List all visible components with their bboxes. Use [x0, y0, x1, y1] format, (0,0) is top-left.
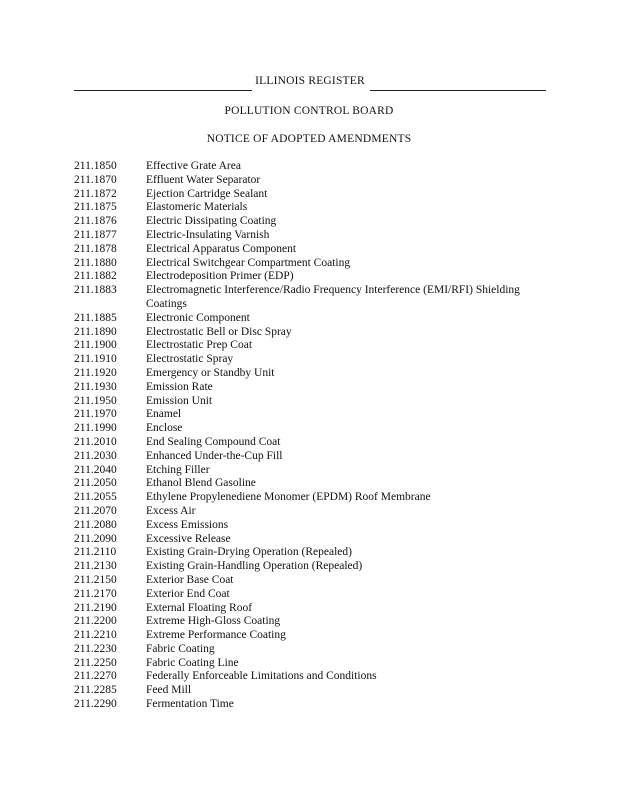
section-number: 211.2170: [74, 587, 117, 600]
definition-row: [74, 491, 554, 505]
section-term: Electrical Switchgear Compartment Coating: [146, 256, 351, 269]
section-term: Fabric Coating: [146, 642, 215, 655]
section-term: Feed Mill: [146, 684, 192, 697]
definition-row: [74, 477, 554, 491]
section-number: 211.1890: [74, 325, 117, 338]
definition-row: [74, 643, 554, 657]
section-number: 211.1920: [74, 366, 117, 379]
section-term: Existing Grain-Handling Operation (Repealed): [146, 560, 363, 573]
section-number: 211.2250: [74, 656, 117, 669]
section-term: Enhanced Under-the-Cup Fill: [146, 449, 283, 462]
section-number: 211.2010: [74, 435, 117, 448]
section-term: Electrostatic Prep Coat: [146, 339, 253, 352]
section-number: 211.1970: [74, 408, 117, 421]
definition-row: [74, 588, 554, 602]
definition-row: [74, 381, 554, 395]
section-number: 211.1950: [74, 394, 117, 407]
section-number: 211.1900: [74, 339, 117, 352]
definition-row: [74, 422, 554, 436]
section-number: 211.2070: [74, 504, 117, 517]
section-term: Federally Enforceable Limitations and Conditions: [146, 670, 377, 683]
definition-row: [74, 243, 554, 257]
section-term: Emergency or Standby Unit: [146, 366, 275, 379]
section-number: 211.2230: [74, 642, 117, 655]
definition-row: [74, 312, 554, 326]
definition-row: [74, 657, 554, 671]
section-term: Extreme Performance Coating: [146, 629, 286, 642]
definition-row: [74, 284, 554, 312]
section-term: Effective Grate Area: [146, 160, 241, 172]
section-term: Emission Rate: [146, 380, 213, 393]
section-number: 211.2150: [74, 573, 117, 586]
section-term: Effluent Water Separator: [146, 173, 261, 186]
section-term: Electric-Insulating Varnish: [146, 228, 270, 241]
definition-row: [74, 615, 554, 629]
definition-row: [74, 436, 554, 450]
section-term: Exterior End Coat: [146, 587, 230, 600]
section-number: 211.2190: [74, 601, 117, 614]
section-term: Etching Filler: [146, 463, 210, 476]
section-term: Ejection Cartridge Sealant: [146, 187, 268, 200]
section-term: Excessive Release: [146, 532, 231, 545]
section-term: Excess Emissions: [146, 518, 229, 531]
section-number: 211.2110: [74, 546, 117, 559]
section-number: 211.1870: [74, 173, 117, 186]
definition-row: [74, 519, 554, 533]
register-header: [74, 74, 546, 88]
section-number: 211.2290: [74, 698, 117, 711]
definition-row: [74, 215, 554, 229]
section-term: Ethanol Blend Gasoline: [146, 477, 256, 490]
section-term: Exterior Base Coat: [146, 573, 234, 586]
definition-row: [74, 574, 554, 588]
section-number: 211.2090: [74, 532, 117, 545]
definition-row: [74, 533, 554, 547]
section-term: Electrical Apparatus Component: [146, 242, 297, 255]
definition-row: [74, 201, 554, 215]
section-number: 211.1877: [74, 228, 117, 241]
definition-row: [74, 326, 554, 340]
section-number: 211.1910: [74, 353, 117, 366]
definition-row: [74, 698, 554, 712]
notice-title: NOTICE OF ADOPTED AMENDMENTS: [206, 133, 412, 145]
section-term: End Sealing Compound Coat: [146, 435, 281, 448]
section-term: Electric Dissipating Coating: [146, 215, 277, 228]
definition-row: [74, 560, 554, 574]
definition-row: [74, 353, 554, 367]
section-number: 211.1876: [74, 215, 117, 228]
section-term: Enclose: [146, 422, 183, 435]
section-term: External Floating Roof: [146, 601, 253, 614]
section-term: Electrostatic Bell or Disc Spray: [146, 325, 292, 338]
definition-row: [74, 629, 554, 643]
section-number: 211.2080: [74, 518, 117, 531]
section-number: 211.2030: [74, 449, 117, 462]
section-number: 211.1872: [74, 187, 117, 200]
section-number: 211.1883: [74, 284, 117, 297]
section-term: Electrodeposition Primer (EDP): [146, 270, 294, 283]
definition-row: [74, 229, 554, 243]
definition-row: [74, 174, 554, 188]
section-number: 211.1878: [74, 242, 117, 255]
register-title: ILLINOIS REGISTER: [251, 74, 369, 88]
definition-row: [74, 339, 554, 353]
section-number: 211.2210: [74, 629, 117, 642]
definition-row: [74, 408, 554, 422]
definition-row: [74, 395, 554, 409]
section-number: 211.2055: [74, 491, 117, 504]
section-number: 211.1875: [74, 201, 117, 214]
section-number: 211.1850: [74, 160, 117, 172]
definition-row: [74, 450, 554, 464]
section-term: Elastomeric Materials: [146, 201, 248, 214]
header-rule-right: [370, 90, 546, 91]
section-number: 211.1990: [74, 422, 117, 435]
section-term: Electrostatic Spray: [146, 353, 234, 366]
definition-row: [74, 546, 554, 560]
definition-row: [74, 602, 554, 616]
definition-row: [74, 464, 554, 478]
section-number: 211.2040: [74, 463, 117, 476]
definition-row: [74, 367, 554, 381]
section-number: 211.1885: [74, 311, 117, 324]
section-term: Ethylene Propylenediene Monomer (EPDM) Roof Membrane: [146, 491, 431, 504]
section-number: 211.2130: [74, 560, 117, 573]
definition-row: [74, 684, 554, 698]
section-term: Electronic Component: [146, 311, 250, 324]
definition-row: [74, 160, 554, 174]
section-number: 211.2285: [74, 684, 117, 697]
definition-row: [74, 257, 554, 271]
header-rule-left: [74, 90, 252, 91]
section-term: Excess Air: [146, 504, 196, 517]
section-term: Enamel: [146, 408, 182, 421]
section-number: 211.1930: [74, 380, 117, 393]
section-term: Extreme High-Gloss Coating: [146, 615, 281, 628]
section-number: 211.2270: [74, 670, 117, 683]
section-number: 211.1882: [74, 270, 117, 283]
section-term: Electromagnetic Interference/Radio Frequency Interference (EMI/RFI) Shielding Coatings: [146, 284, 520, 310]
section-number: 211.2050: [74, 477, 117, 490]
section-term: Emission Unit: [146, 394, 213, 407]
definitions-list: [74, 160, 554, 712]
section-number: 211.2200: [74, 615, 117, 628]
definition-row: [74, 505, 554, 519]
definition-row: [74, 670, 554, 684]
definition-row: [74, 188, 554, 202]
section-number: 211.1880: [74, 256, 117, 269]
section-term: Existing Grain-Drying Operation (Repealed): [146, 546, 352, 559]
board-name: POLLUTION CONTROL BOARD: [224, 105, 394, 117]
definition-row: [74, 270, 554, 284]
section-term: Fermentation Time: [146, 698, 234, 711]
section-term: Fabric Coating Line: [146, 656, 239, 669]
